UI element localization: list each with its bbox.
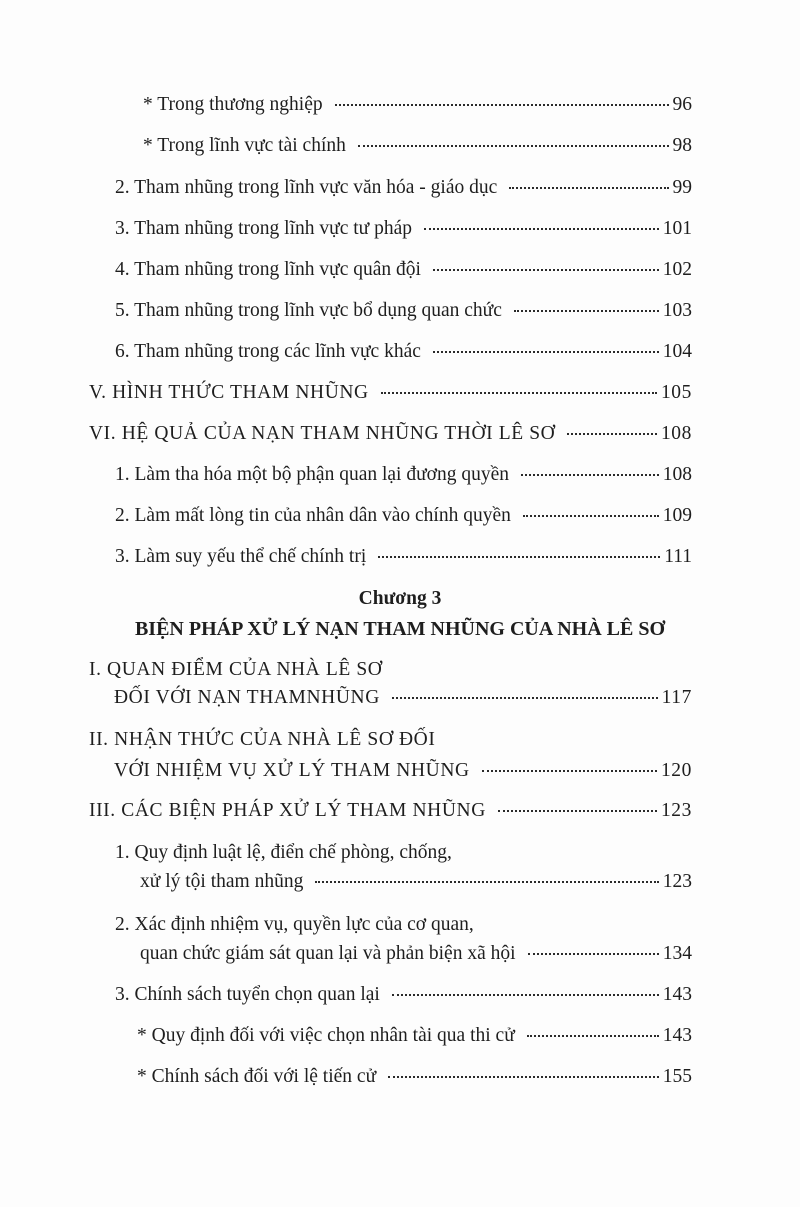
toc-entry-line1: 1. Quy định luật lệ, điển chế phòng, chống,: [115, 842, 452, 863]
toc-entry-section: [0, 751, 692, 791]
toc-entry-label: VỚI NHIỆM VỤ XỬ LÝ THAM NHŨNG: [114, 760, 470, 781]
toc-entry-label: ĐỐI VỚI NẠN THAMNHŨNG: [114, 687, 380, 708]
toc-entry-page: 103: [662, 300, 692, 321]
toc-entry: [0, 934, 692, 974]
toc-entry-page: 105: [660, 382, 692, 403]
toc-entry-page: 104: [662, 341, 692, 362]
toc-entry-label: 3. Chính sách tuyển chọn quan lại: [115, 984, 380, 1005]
toc-entry: [0, 537, 692, 577]
toc-entry: [0, 862, 692, 902]
dot-leader: [527, 1035, 659, 1037]
dot-leader: [358, 145, 669, 147]
toc-entry-label: 4. Tham nhũng trong lĩnh vực quân đội: [115, 259, 421, 280]
toc-entry-page: 117: [661, 687, 692, 708]
toc-entry: [0, 291, 692, 331]
toc-entry-page: 102: [662, 259, 692, 280]
toc-entry-page: 101: [662, 218, 692, 239]
toc-entry-page: 134: [662, 943, 692, 964]
toc-entry-label: quan chức giám sát quan lại và phản biện xã hội: [140, 943, 516, 964]
toc-entry-page: 109: [662, 505, 692, 526]
toc-entry: [0, 126, 692, 166]
dot-leader: [335, 104, 669, 106]
toc-entry-page: 143: [662, 1025, 692, 1046]
toc-entry: [0, 1057, 692, 1097]
dot-leader: [498, 810, 657, 812]
toc-entry: [0, 332, 692, 372]
toc-entry: [0, 1016, 692, 1056]
toc-entry-label: * Trong lĩnh vực tài chính: [143, 135, 346, 156]
toc-entry-label: 1. Làm tha hóa một bộ phận quan lại đương quyền: [115, 464, 510, 485]
dot-leader: [509, 187, 668, 189]
toc-entry-page: 123: [660, 800, 692, 821]
toc-entry: [0, 168, 692, 208]
toc-entry-page: 155: [662, 1066, 692, 1087]
toc-entry-page: 108: [662, 464, 692, 485]
dot-leader: [482, 770, 657, 772]
chapter-title: BIỆN PHÁP XỬ LÝ NẠN THAM NHŨNG CỦA NHÀ LÊ SƠ: [134, 618, 666, 640]
toc-entry-page: 99: [672, 177, 692, 198]
toc-entry-label: 3. Làm suy yếu thể chế chính trị: [115, 546, 367, 567]
toc-entry-page: 111: [664, 546, 692, 567]
toc-entry: [0, 496, 692, 536]
dot-leader: [521, 474, 659, 476]
dot-leader: [514, 310, 659, 312]
toc-entry: [0, 250, 692, 290]
toc-entry-page: 98: [672, 135, 692, 156]
toc-entry-line1: 2. Xác định nhiệm vụ, quyền lực của cơ quan,: [115, 914, 474, 935]
toc-entry-label: xử lý tội tham nhũng: [140, 871, 304, 892]
dot-leader: [315, 881, 658, 883]
dot-leader: [378, 556, 660, 558]
dot-leader: [528, 953, 659, 955]
chapter-number: Chương 3: [358, 588, 442, 609]
dot-leader: [424, 228, 659, 230]
toc-entry-label: V. HÌNH THỨC THAM NHŨNG: [89, 382, 369, 403]
toc-entry-section: [0, 791, 692, 831]
toc-entry: [0, 975, 692, 1015]
toc-entry-label: 3. Tham nhũng trong lĩnh vực tư pháp: [115, 218, 412, 239]
dot-leader: [392, 994, 659, 996]
toc-entry-label: III. CÁC BIỆN PHÁP XỬ LÝ THAM NHŨNG: [89, 800, 486, 821]
toc-entry-section: [0, 678, 692, 718]
toc-entry-section: [0, 373, 692, 413]
toc-entry-section: [0, 414, 692, 454]
toc-entry-label: 5. Tham nhũng trong lĩnh vực bổ dụng quan chức: [115, 300, 502, 321]
toc-entry-label: 6. Tham nhũng trong các lĩnh vực khác: [115, 341, 421, 362]
dot-leader: [381, 392, 657, 394]
toc-entry: [0, 85, 692, 125]
toc-entry-page: 108: [660, 423, 692, 444]
toc-entry-page: 120: [660, 760, 692, 781]
toc-entry-line1: I. QUAN ĐIỂM CỦA NHÀ LÊ SƠ: [89, 659, 383, 680]
dot-leader: [392, 697, 658, 699]
dot-leader: [388, 1076, 659, 1078]
toc-entry-label: VI. HỆ QUẢ CỦA NẠN THAM NHŨNG THỜI LÊ SƠ: [89, 423, 556, 444]
toc-entry-page: 143: [662, 984, 692, 1005]
toc-entry-label: * Chính sách đối với lệ tiến cử: [137, 1066, 377, 1087]
toc-entry-label: * Trong thương nghiệp: [143, 94, 323, 115]
dot-leader: [433, 269, 659, 271]
toc-entry-line1: II. NHẬN THỨC CỦA NHÀ LÊ SƠ ĐỐI: [89, 729, 436, 750]
dot-leader: [433, 351, 659, 353]
dot-leader: [567, 433, 657, 435]
toc-entry-page: 123: [662, 871, 692, 892]
toc-entry-label: * Quy định đối với việc chọn nhân tài qua thi cử: [137, 1025, 515, 1046]
toc-entry: [0, 455, 692, 495]
toc-entry: [0, 209, 692, 249]
toc-entry-page: 96: [672, 94, 692, 115]
toc-entry-label: 2. Làm mất lòng tin của nhân dân vào chính quyền: [115, 505, 511, 526]
toc-entry-label: 2. Tham nhũng trong lĩnh vực văn hóa - giáo dục: [115, 177, 498, 198]
dot-leader: [523, 515, 659, 517]
